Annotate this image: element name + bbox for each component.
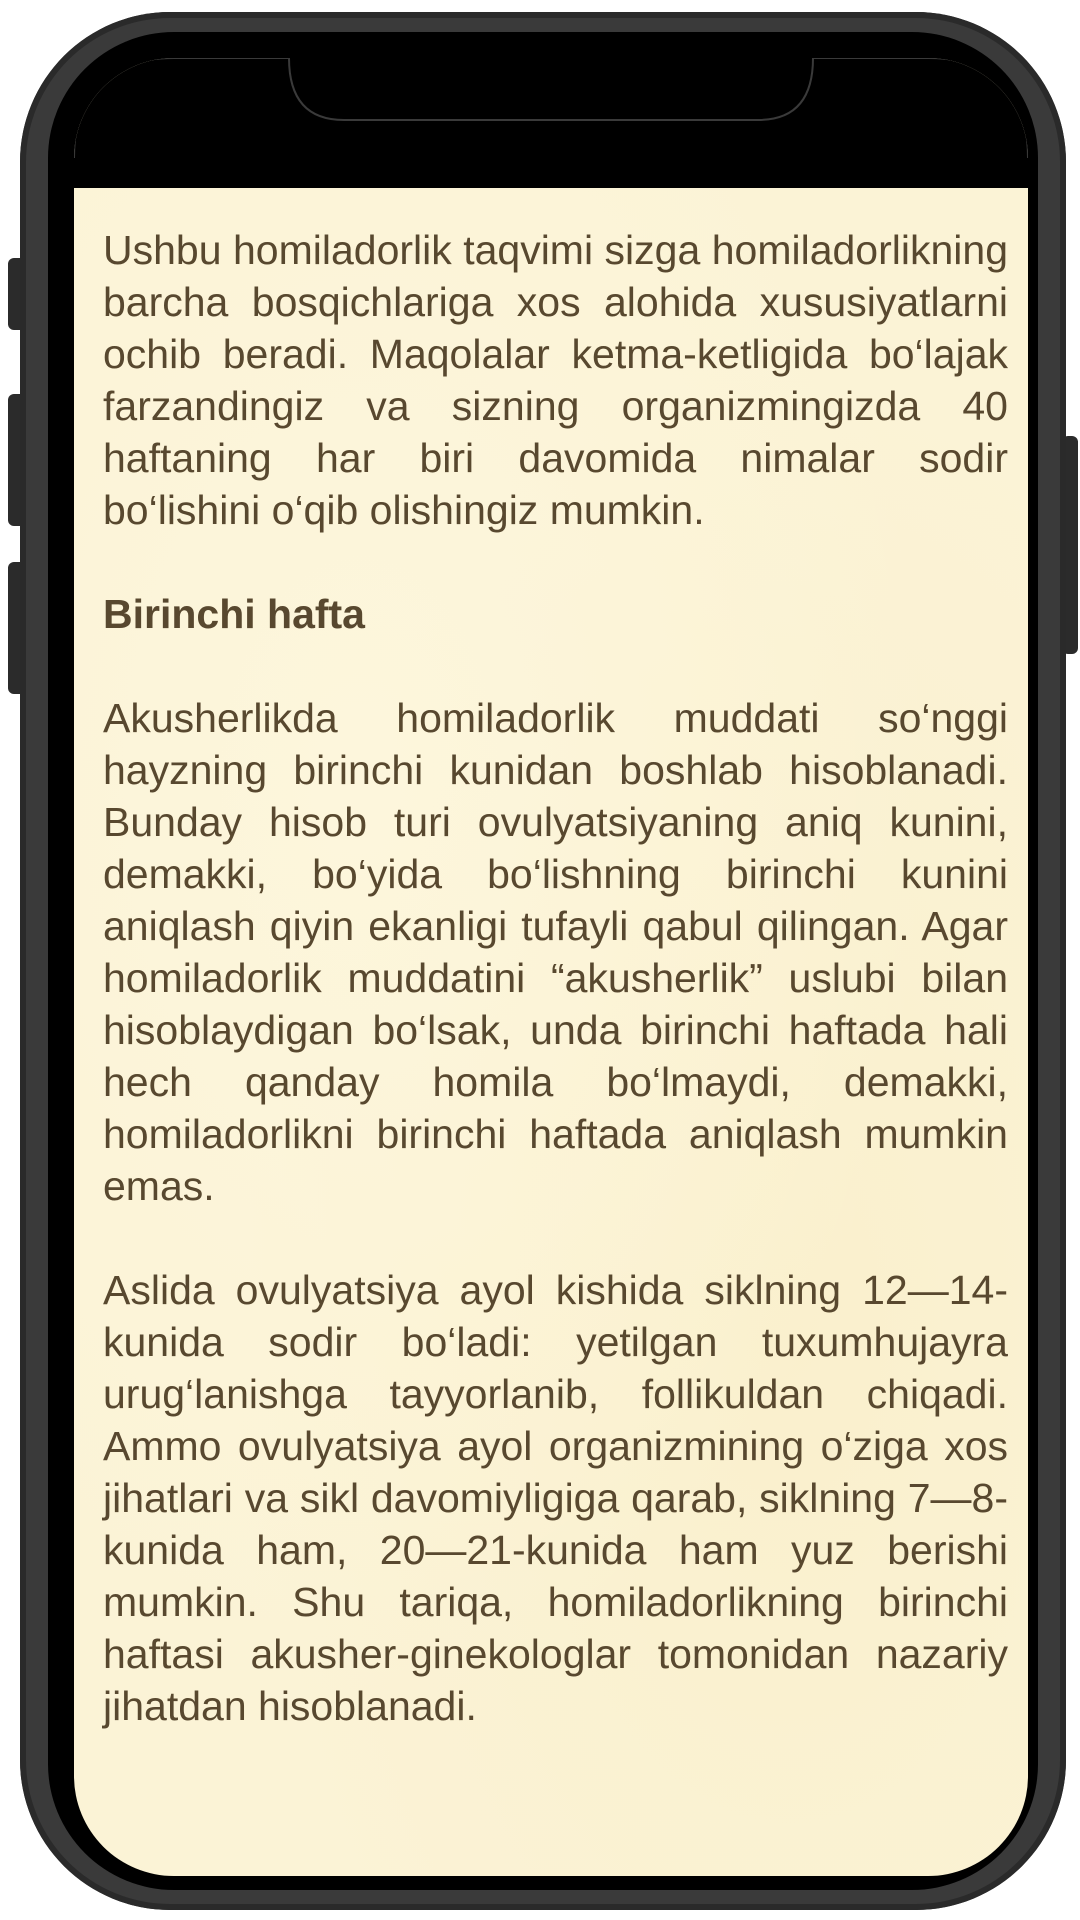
section-heading: Birinchi hafta: [103, 591, 365, 637]
phone-screen: [74, 58, 1028, 1876]
body-paragraph: Akusherlikda homiladorlik muddati so‘nggi hayzning birinchi kunidan boshlab hisoblanadi. Bunday hisob turi ovulyatsiyaning aniq kunini, demakki, bo‘yida bo‘lishning birinchi kunini aniqlash qiyin ekanligi tufayli qabul qilingan. Agar homiladorlik muddatini “akusherlik” uslubi bilan hisoblaydigan bo‘lsak, unda birinchi haftada hali hech qanday homila bo‘lmaydi, demakki, homiladorlikni birinchi haftada aniqlash mumkin emas.: [103, 695, 1008, 1209]
intro-paragraph: Ushbu homiladorlik taqvimi sizga homiladorlikning barcha bosqichlariga xos alohida xususiyatlarni ochib beradi. Maqolalar ketma-ketligida bo‘lajak farzandingiz va sizning organizmingizda 40 haftaning har biri davomida nimalar sodir bo‘lishini o‘qib olishingiz mumkin.: [103, 227, 1008, 533]
article-content: [103, 224, 1008, 1784]
status-bar-area: [74, 58, 1028, 188]
body-paragraph: Aslida ovulyatsiya ayol kishida siklning 12—14-kunida sodir bo‘ladi: yetilgan tuxumhujayra urug‘lanishga tayyorlanib, follikuldan chiqadi. Ammo ovulyatsiya ayol organizmining o‘ziga xos jihatlari va sikl davomiyligiga qarab, siklning 7—8-kunida ham, 20—21-kunida ham yuz berishi mumkin. Shu tariqa, homiladorlikning birinchi haftasi akusher-ginekologlar tomonidan nazariy jihatdan hisoblanadi.: [103, 1267, 1008, 1729]
